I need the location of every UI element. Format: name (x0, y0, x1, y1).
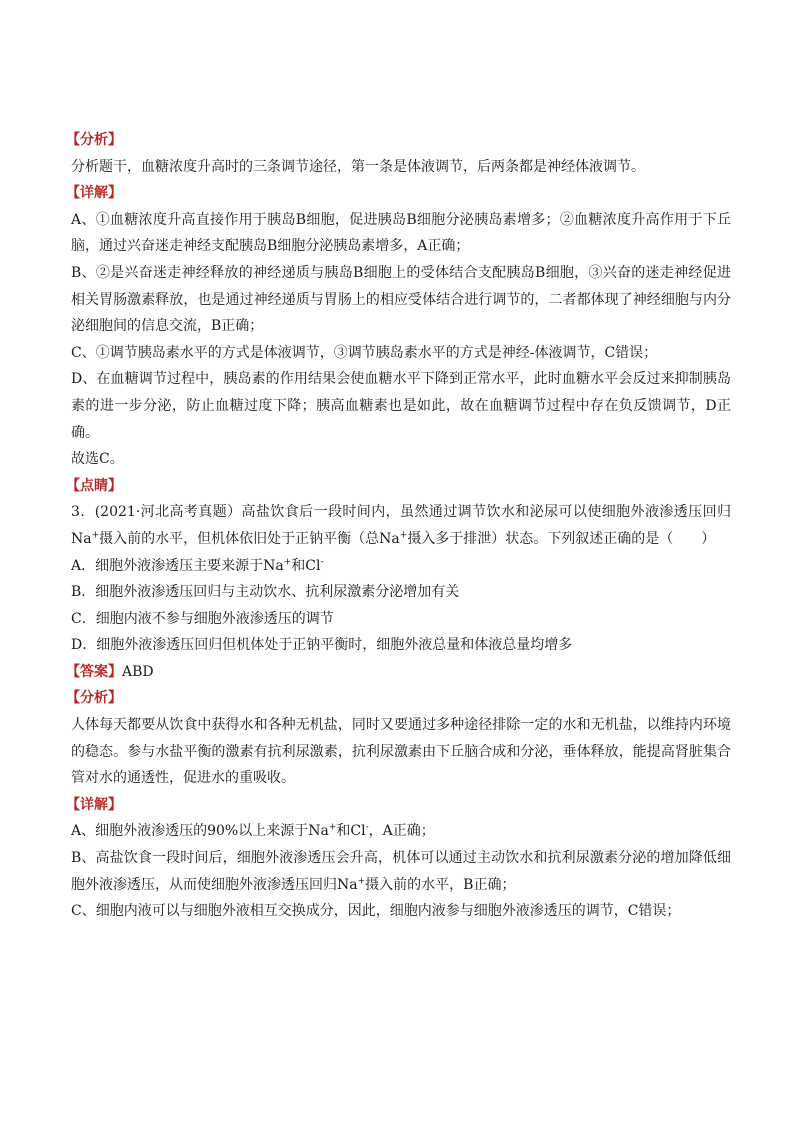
q3-detail-c: C、细胞内液可以与细胞外液相互交换成分，因此，细胞内液参与细胞外液渗透压的调节，C错误； (71, 903, 681, 920)
document-content (66, 127, 731, 925)
q3-detail-b-part-1: B、高盐饮食一段时间后，细胞外液渗透压会升高，机体可以通过主动饮水和抗利尿激素分泌的增加降低细胞外液渗透压，从而使细胞外液渗透压回归Na (71, 850, 731, 893)
detail-option-c: C、①调节胰岛素水平的方式是体液调节，③调节胰岛素水平的方式是神经-体液调节，C错误； (71, 344, 658, 361)
detail-option-b: B、②是兴奋迷走神经释放的神经递质与胰岛B细胞上的受体结合支配胰岛B细胞，③兴奋的迷走神经促进相关胃肠激素释放，也是通过神经递质与胃肠上的相应受体结合进行调节的，二者都体现了神经细胞与内分泌细胞间的信息交流，B正确； (71, 264, 731, 335)
q3-detail-a-sup-2: - (365, 822, 369, 833)
q3-detail-b-sup: + (357, 875, 366, 886)
analysis-heading: 【分析】 (66, 132, 122, 148)
detail-option-d: D、在血糖调节过程中，胰岛素的作用结果会使血糖水平下降到正常水平，此时血糖水平会反过来抑制胰岛素的进一步分泌，防止血糖过度下降；胰高血糖素也是如此，故在血糖调节过程中存在负反馈调节，D正确。 (71, 371, 731, 441)
q3-detail-a (71, 818, 731, 845)
answer-value: ABD (122, 663, 154, 680)
q3-detail-a-part-1: A、细胞外液渗透压的90%以上来源于Na (71, 823, 329, 840)
q3-analysis-text: 人体每天都要从饮食中获得水和各种无机盐，同时又要通过多种途径排除一定的水和无机盐，以维持内环境的稳态。参与水盐平衡的激素有抗利尿激素，抗利尿激素由下丘脑合成和分泌，垂体释放，能提高肾脏集合管对水的通透性，促进水的重吸收。 (71, 717, 731, 787)
opt-a-text: A．细胞外液渗透压主要来源于Na (71, 557, 284, 574)
question-3-option-d: D．细胞外液渗透压回归但机体处于正钠平衡时，细胞外液总量和体液总量均增多 (71, 637, 573, 654)
stem-part-1: 3．(2021·河北高考真题）高盐饮食后一段时间内，虽然通过调节饮水和泌尿可以使细胞外液渗透压回归Na (71, 504, 731, 547)
q3-detail-a-part-2: 和Cl (336, 823, 366, 840)
detail-heading: 【详解】 (66, 185, 122, 202)
question-3-stem (71, 499, 731, 552)
stem-sup-1: + (91, 530, 100, 541)
q3-detail-b-part-2: 摄入前的水平，B正确； (365, 876, 516, 893)
stem-part-2: 摄入前的水平，但机体依旧处于正钠平衡（总Na (99, 530, 400, 547)
opt-a-sup-1: + (283, 556, 292, 567)
q3-detail-a-sup-1: + (328, 822, 337, 833)
stem-part-3: 摄入多于排泄）状态。下列叙述正确的是（ ） (407, 530, 716, 547)
q3-analysis-heading: 【分析】 (66, 690, 122, 707)
conclusion-text: 故选C。 (71, 451, 124, 468)
analysis-text: 分析题干，血糖浓度升高时的三条调节途径，第一条是体液调节，后两条都是神经体液调节。 (71, 158, 645, 175)
q3-detail-a-part-3: ，A正确； (368, 823, 435, 840)
answer-line (66, 659, 731, 686)
q3-detail-heading: 【详解】 (66, 796, 122, 813)
opt-a-sup-2: - (320, 556, 324, 567)
opt-a-mid: 和Cl (291, 557, 321, 574)
question-3-option-b: B．细胞外液渗透压回归与主动饮水、抗利尿激素分泌增加有关 (71, 584, 460, 601)
question-3-option-c: C．细胞内液不参与细胞外液渗透压的调节 (71, 610, 334, 627)
detail-option-a: A、①血糖浓度升高直接作用于胰岛B细胞，促进胰岛B细胞分泌胰岛素增多；②血糖浓度升高作用于下丘脑，通过兴奋迷走神经支配胰岛B细胞分泌胰岛素增多，A正确； (71, 211, 731, 255)
answer-heading: 【答案】 (66, 663, 122, 680)
tip-heading: 【点睛】 (66, 477, 122, 494)
question-3-option-a (71, 553, 731, 580)
q3-detail-b (71, 845, 731, 898)
stem-sup-2: + (399, 530, 408, 541)
